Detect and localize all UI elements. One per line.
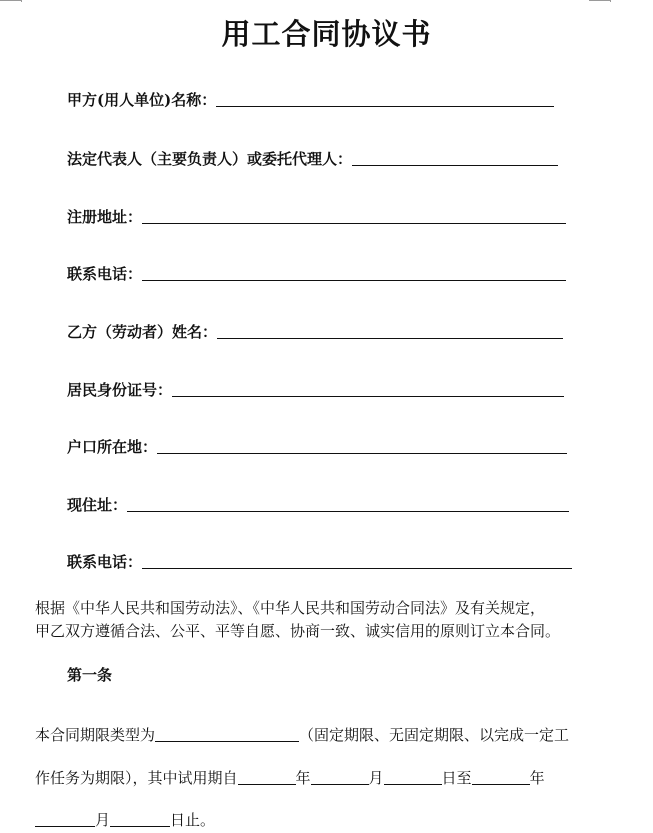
field-label: 户口所在地： xyxy=(67,438,158,456)
term-line-1 xyxy=(35,721,569,745)
fill-in-line[interactable] xyxy=(142,266,566,281)
fill-in-line[interactable] xyxy=(352,151,558,166)
field-label: 注册地址： xyxy=(67,208,143,226)
field-label: 甲方(用人单位)名称： xyxy=(67,91,217,109)
field-current-address xyxy=(67,491,569,515)
field-legal-representative xyxy=(67,145,558,169)
page-corner-mark-right xyxy=(589,0,611,1)
day-to-label: 日至 xyxy=(441,769,472,787)
term-prefix: 本合同期限类型为 xyxy=(35,726,156,744)
page-corner-tick-left xyxy=(21,0,22,2)
document-title: 用工合同协议书 xyxy=(221,17,432,51)
preamble-line-2: 甲乙双方遵循合法、公平、平等自愿、协商一致、诚实信用的原则订立本合同。 xyxy=(35,622,561,640)
fill-in-line[interactable] xyxy=(217,324,563,339)
page-corner-mark-left xyxy=(0,0,22,1)
page-corner-tick-right xyxy=(610,0,611,2)
preamble-line-1: 根据《中华人民共和国劳动法》、《中华人民共和国劳动合同法》及有关规定， xyxy=(35,599,546,617)
end-year-blank[interactable] xyxy=(472,770,530,785)
fill-in-line[interactable] xyxy=(216,92,554,107)
field-label: 居民身份证号： xyxy=(67,381,173,399)
field-party-b-phone xyxy=(67,548,572,572)
term-line-3 xyxy=(35,806,215,830)
probation-prefix: 作任务为期限），其中试用期自 xyxy=(35,769,238,787)
fill-in-line[interactable] xyxy=(172,382,564,397)
fill-in-line[interactable] xyxy=(142,554,572,569)
field-label: 联系电话： xyxy=(67,265,143,283)
start-month-blank[interactable] xyxy=(311,770,369,785)
fill-in-line[interactable] xyxy=(157,439,567,454)
field-party-a-phone xyxy=(67,260,566,284)
month-label: 月 xyxy=(368,769,384,787)
start-day-blank[interactable] xyxy=(384,770,442,785)
field-party-a-name xyxy=(67,86,554,110)
field-id-number xyxy=(67,376,564,400)
field-label: 现住址： xyxy=(67,496,128,514)
field-household-registration xyxy=(67,433,567,457)
field-label: 法定代表人（主要负责人）或委托代理人： xyxy=(67,150,353,168)
start-year-blank[interactable] xyxy=(238,770,296,785)
field-label: 乙方（劳动者）姓名： xyxy=(67,323,218,341)
end-month-blank[interactable] xyxy=(35,812,95,827)
fill-in-line[interactable] xyxy=(142,209,566,224)
term-type-blank[interactable] xyxy=(155,727,299,742)
day-end-label: 日止。 xyxy=(170,811,216,829)
term-suffix: （固定期限、无固定期限、以完成一定工 xyxy=(299,726,570,744)
term-line-2 xyxy=(35,764,545,788)
field-party-b-name xyxy=(67,318,563,342)
end-day-blank[interactable] xyxy=(110,812,170,827)
fill-in-line[interactable] xyxy=(127,497,569,512)
year-label: 年 xyxy=(529,769,545,787)
article-heading: 第一条 xyxy=(67,666,113,684)
field-registered-address xyxy=(67,203,566,227)
year-label: 年 xyxy=(295,769,311,787)
field-label: 联系电话： xyxy=(67,553,143,571)
month-label: 月 xyxy=(95,811,111,829)
